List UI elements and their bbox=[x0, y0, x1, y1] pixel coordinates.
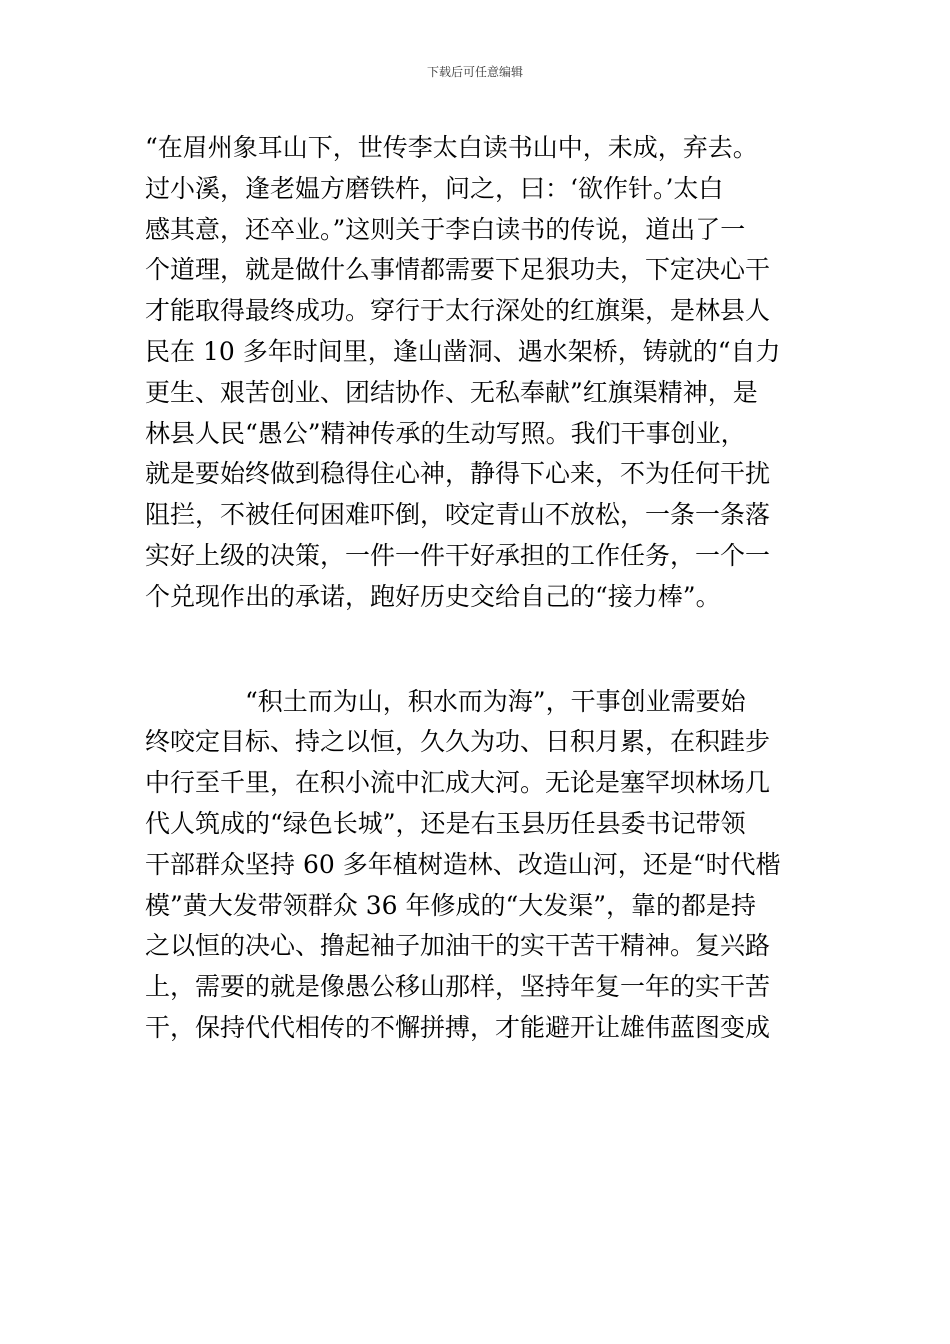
text-line: 代人筑成的“绿色长城”，还是右玉县历任县委书记带领 bbox=[145, 808, 746, 838]
paragraph-gap bbox=[145, 618, 810, 682]
text-line: 个道理，就是做什么事情都需要下足狠功夫，下定决心干 bbox=[145, 255, 771, 285]
text-line: 阻拦，不被任何困难吓倒，咬定青山不放松，一条一条落 bbox=[145, 500, 771, 530]
paragraph bbox=[145, 128, 810, 618]
text-line: 干部群众坚持 60 多年植树造林、改造山河，还是“时代楷 bbox=[145, 849, 781, 879]
text-line: “在眉州象耳山下，世传李太白读书山中，未成，弃去。 bbox=[145, 133, 758, 162]
text-line: 林县人民“愚公”精神传承的生动写照。我们干事创业， bbox=[145, 418, 746, 448]
text-line: “积土而为山，积水而为海”，干事创业需要始 bbox=[145, 686, 746, 716]
text-line: 模”黄大发带领群众 36 年修成的“大发渠”，靠的都是持 bbox=[145, 890, 757, 920]
text-line: 中行至千里，在积小流中汇成大河。无论是塞罕坝林场几 bbox=[145, 768, 771, 798]
text-line: 就是要始终做到稳得住心神，静得下心来，不为任何干扰 bbox=[145, 459, 771, 489]
text-line: 更生、艰苦创业、团结协作、无私奉献”红旗渠精神，是 bbox=[145, 377, 758, 407]
text-line: 上，需要的就是像愚公移山那样，坚持年复一年的实干苦 bbox=[145, 972, 771, 1002]
text-line: 干，保持代代相传的不懈拼搏，才能避开让雄伟蓝图变成 bbox=[145, 1012, 771, 1042]
text-line: 感其意，还卒业。”这则关于李白读书的传说，道出了一 bbox=[145, 214, 746, 244]
text-line: 才能取得最终成功。穿行于太行深处的红旗渠，是林县人 bbox=[145, 296, 771, 326]
page-header: 下载后可任意编辑 bbox=[426, 65, 523, 79]
text-line: 实好上级的决策，一件一件干好承担的工作任务，一个一 bbox=[145, 540, 771, 570]
text-line: 过小溪，逢老媪方磨铁杵，问之，曰：‘欲作针。’太白 bbox=[145, 173, 724, 203]
paragraph bbox=[145, 682, 810, 1049]
text-line: 民在 10 多年时间里，逢山凿洞、遇水架桥，铸就的“自力 bbox=[145, 336, 781, 366]
text-line: 个兑现作出的承诺，跑好历史交给自己的“接力棒”。 bbox=[145, 581, 721, 611]
text-line: 终咬定目标、持之以恒，久久为功、日积月累，在积跬步 bbox=[145, 727, 771, 757]
text-line: 之以恒的决心、撸起袖子加油干的实干苦干精神。复兴路 bbox=[145, 931, 771, 961]
document-body bbox=[145, 128, 810, 1049]
